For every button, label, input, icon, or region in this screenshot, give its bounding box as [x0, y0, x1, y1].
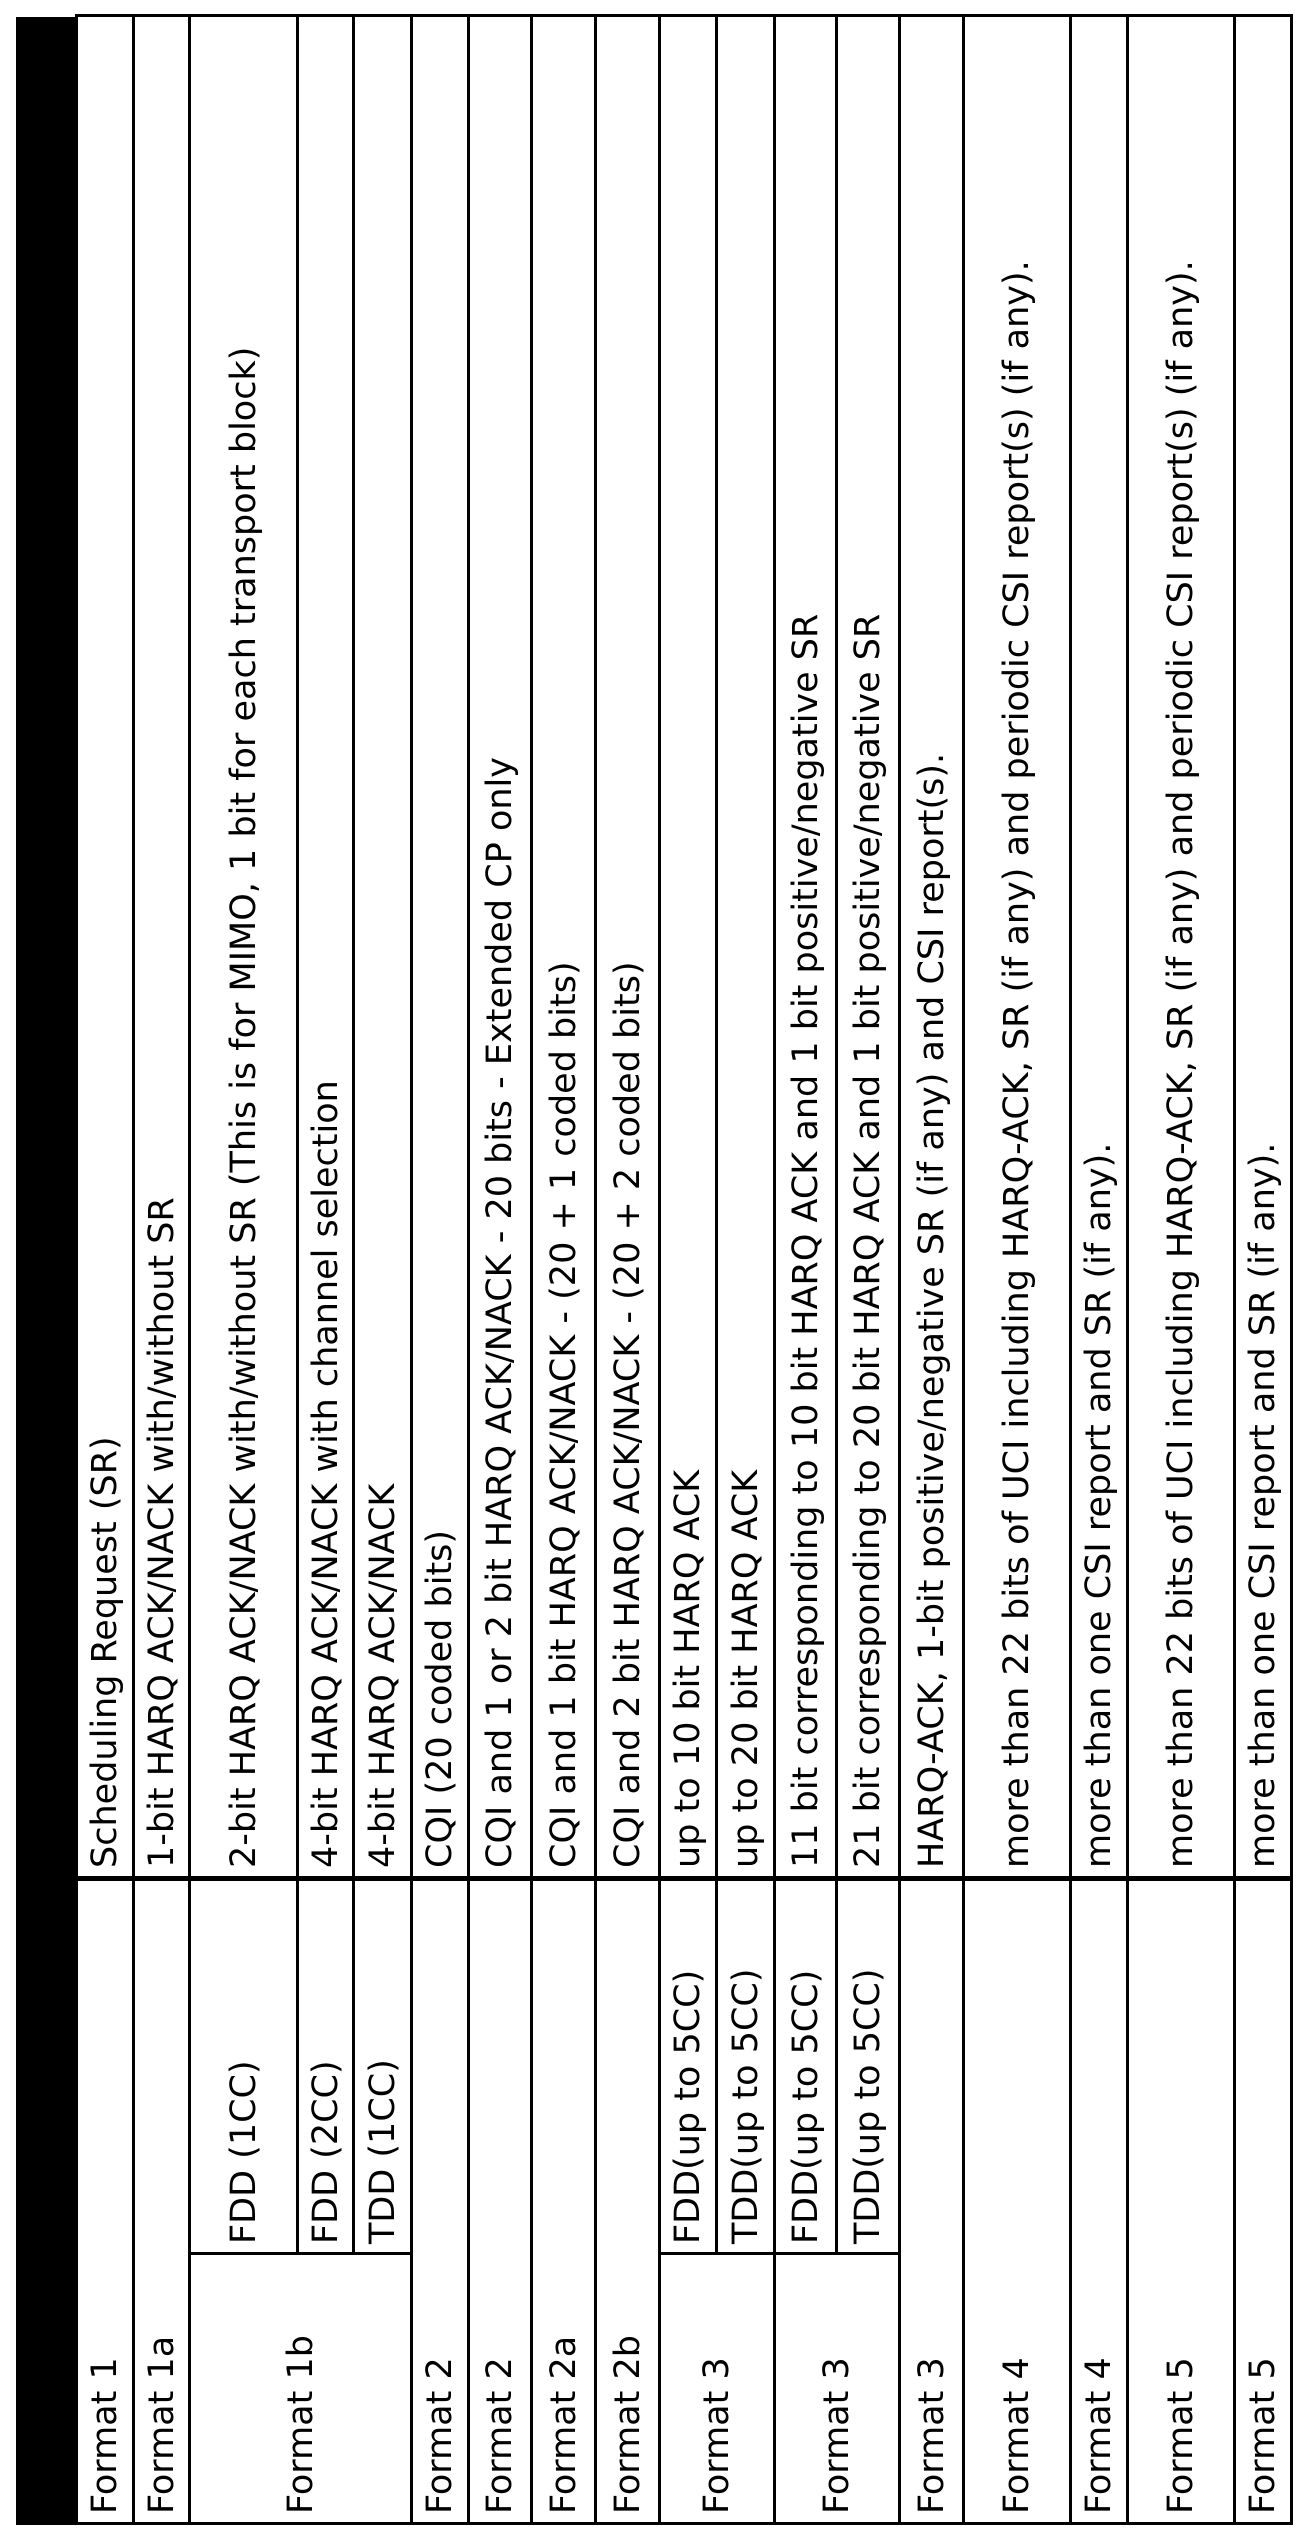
format-cell: Format 2 — [412, 1878, 469, 2523]
table-row — [964, 15, 1071, 2523]
table-row — [717, 15, 775, 2523]
table-row — [412, 15, 469, 2523]
table-row — [775, 15, 837, 2523]
pucch-format-table — [75, 14, 1293, 2525]
table-row — [190, 15, 298, 2523]
description-cell: more than 22 bits of UCI including HARQ-ACK, SR (if any) and periodic CSI report(s) (if any). — [1128, 15, 1235, 1878]
mode-cell: FDD (2CC) — [298, 1878, 354, 2253]
table-row — [469, 15, 532, 2523]
format-cell: Format 3 — [660, 2254, 775, 2524]
format-cell: Format 1a — [134, 1878, 190, 2523]
table-row — [900, 15, 964, 2523]
description-cell: 1-bit HARQ ACK/NACK with/without SR — [134, 15, 190, 1878]
format-cell: Format 2b — [596, 1878, 660, 2523]
description-cell: 4-bit HARQ ACK/NACK with channel selection — [298, 15, 354, 1878]
table-row — [354, 15, 412, 2523]
description-cell: CQI (20 coded bits) — [412, 15, 469, 1878]
table-row — [660, 15, 717, 2523]
mode-cell: FDD(up to 5CC) — [775, 1878, 837, 2253]
table-row — [134, 15, 190, 2523]
description-cell: CQI and 1 bit HARQ ACK/NACK - (20 + 1 coded bits) — [532, 15, 596, 1878]
description-cell: more than one CSI report and SR (if any). — [1235, 15, 1292, 1878]
table-row — [77, 15, 134, 2523]
description-cell: more than one CSI report and SR (if any). — [1071, 15, 1128, 1878]
table-row — [532, 15, 596, 2523]
description-cell: 2-bit HARQ ACK/NACK with/without SR (This is for MIMO, 1 bit for each transport block) — [190, 15, 298, 1878]
mode-cell: TDD (1CC) — [354, 1878, 412, 2253]
format-cell: Format 1b — [190, 2254, 412, 2524]
format-cell: Format 1 — [77, 1878, 134, 2523]
format-cell: Format 3 — [900, 1878, 964, 2523]
table-row — [596, 15, 660, 2523]
mode-cell: FDD(up to 5CC) — [660, 1878, 717, 2253]
format-cell: Format 4 — [1071, 1878, 1128, 2523]
mode-cell: FDD (1CC) — [190, 1878, 298, 2253]
description-cell: more than 22 bits of UCI including HARQ-ACK, SR (if any) and periodic CSI report(s) (if any). — [964, 15, 1071, 1878]
format-cell: Format 2a — [532, 1878, 596, 2523]
description-cell: HARQ-ACK, 1-bit positive/negative SR (if any) and CSI report(s). — [900, 15, 964, 1878]
description-cell: up to 20 bit HARQ ACK — [717, 15, 775, 1878]
format-cell: Format 5 — [1128, 1878, 1235, 2523]
pucch-format-table-rotated — [75, 17, 1290, 2525]
description-cell: up to 10 bit HARQ ACK — [660, 15, 717, 1878]
table-row — [1071, 15, 1128, 2523]
mode-cell: TDD(up to 5CC) — [717, 1878, 775, 2253]
table-row — [298, 15, 354, 2523]
description-cell: 4-bit HARQ ACK/NACK — [354, 15, 412, 1878]
table-row — [1235, 15, 1292, 2523]
black-margin-bar — [16, 17, 76, 2525]
format-cell: Format 5 — [1235, 1878, 1292, 2523]
description-cell: CQI and 1 or 2 bit HARQ ACK/NACK - 20 bits - Extended CP only — [469, 15, 532, 1878]
table-row — [837, 15, 900, 2523]
description-cell: 21 bit corresponding to 20 bit HARQ ACK and 1 bit positive/negative SR — [837, 15, 900, 1878]
format-cell: Format 2 — [469, 1878, 532, 2523]
table-row — [1128, 15, 1235, 2523]
format-cell: Format 4 — [964, 1878, 1071, 2523]
format-cell: Format 3 — [775, 2254, 900, 2524]
description-cell: 11 bit corresponding to 10 bit HARQ ACK and 1 bit positive/negative SR — [775, 15, 837, 1878]
description-cell: Scheduling Request (SR) — [77, 15, 134, 1878]
mode-cell: TDD(up to 5CC) — [837, 1878, 900, 2253]
description-cell: CQI and 2 bit HARQ ACK/NACK - (20 + 2 coded bits) — [596, 15, 660, 1878]
